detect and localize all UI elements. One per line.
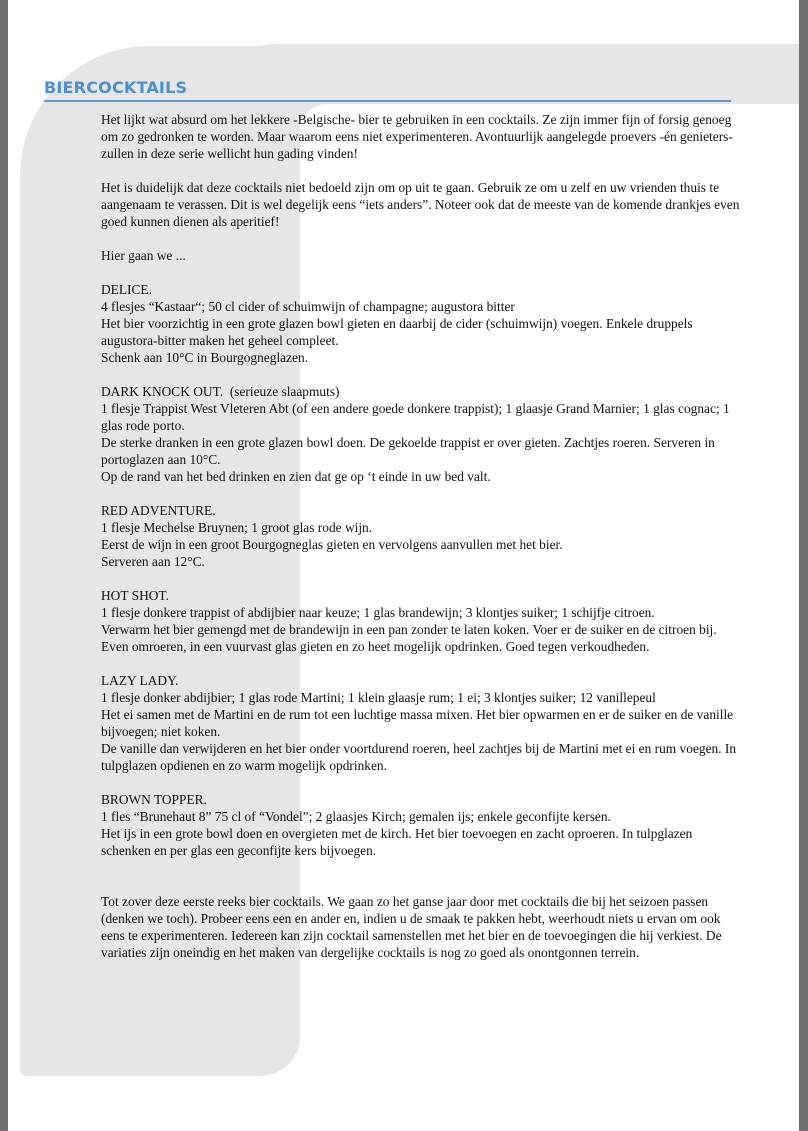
recipe-brown-topper	[101, 791, 741, 859]
recipe-line: Op de rand van het bed drinken en zien dat ge op ‘t einde in uw bed valt.	[101, 469, 491, 484]
recipe-title: HOT SHOT.	[101, 588, 169, 603]
title-underline	[44, 100, 731, 102]
recipe-line: 1 fles “Brunehaut 8” 75 cl of “Vondel”; 2 glaasjes Kirch; gemalen ijs; enkele geconfijte kersen.	[101, 809, 611, 824]
recipe-title: DARK KNOCK OUT. (serieuze slaapmuts)	[101, 384, 340, 399]
recipe-title: DELICE.	[101, 282, 152, 297]
recipe-line: 1 flesje donker abdijbier; 1 glas rode Martini; 1 klein glaasje rum; 1 ei; 3 klontjes suiker; 12 vanillepeul	[101, 690, 656, 705]
recipe-line: De sterke dranken in een grote glazen bowl doen. De gekoelde trappist er over gieten. Zachtjes roeren. Serveren in portoglazen aan 10°C.	[101, 435, 715, 467]
recipe-line: 1 flesje Mechelse Bruynen; 1 groot glas rode wijn.	[101, 520, 373, 535]
recipe-line: Verwarm het bier gemengd met de brandewijn in een pan zonder te laten koken. Voer er de suiker en de citroen bij. Even omroeren, in een vuurvast glas gieten en zo heet mogelijk opdrinken. Goed tegen verkoudheden.	[101, 622, 717, 654]
intro-paragraph: Het is duidelijk dat deze cocktails niet bedoeld zijn om op uit te gaan. Gebruik ze om u zelf en uw vrienden thuis te aangenaam te verassen. Dit is wel degelijk eens “iets anders”. Noteer ook dat de meeste van de komende drankjes even goed kunnen dienen als aperitief!	[101, 180, 740, 229]
recipe-title: LAZY LADY.	[101, 673, 179, 688]
recipe-title: RED ADVENTURE.	[101, 503, 216, 518]
recipe-line: Het ei samen met de Martini en de rum tot een luchtige massa mixen. Het bier opwarmen en er de suiker en de vanille bijvoegen; niet koken.	[101, 707, 734, 739]
recipe-line: 1 flesje donkere trappist of abdijbier naar keuze; 1 glas brandewijn; 3 klontjes suiker; 1 schijfje citroen.	[101, 605, 655, 620]
recipe-line: Schenk aan 10°C in Bourgogneglazen.	[101, 350, 309, 365]
document-page	[8, 0, 799, 1131]
recipe-delice	[101, 281, 741, 366]
recipe-line: 4 flesjes “Kastaar“; 50 cl cider of schuimwijn of champagne; augustora bitter	[101, 299, 515, 314]
recipe-hot-shot	[101, 587, 741, 655]
recipe-red-adventure	[101, 502, 741, 570]
closing-paragraph: Tot zover deze eerste reeks bier cocktails. We gaan zo het ganse jaar door met cocktails die bij het seizoen passen (denken we toch). Probeer eens een en ander en, indien u de smaak te pakken hebt, weerhoudt niets u ervan om ook eens te experimenteren. Iedereen kan zijn cocktail samenstellen met het bier en de toevoegingen die hij verkiest. De variaties zijn oneindig en het maken van dergelijke cocktails is nog zo goed als onontgonnen terrein.	[101, 894, 722, 960]
recipe-line: Serveren aan 12°C.	[101, 554, 205, 569]
intro-paragraph: Hier gaan we ...	[101, 248, 186, 263]
recipe-line: 1 flesje Trappist West Vleteren Abt (of een andere goede donkere trappist); 1 glaasje Grand Marnier; 1 glas cognac; 1 glas rode porto.	[101, 401, 730, 433]
recipe-line: Het ijs in een grote bowl doen en overgieten met de kirch. Het bier toevoegen en zacht oproeren. In tulpglazen schenken en per glas een geconfijte kers bijvoegen.	[101, 826, 693, 858]
recipe-line: De vanille dan verwijderen en het bier onder voortdurend roeren, heel zachtjes bij de Martini met ei en rum voegen. In tulpglazen opdienen en zo warm mogelijk opdrinken.	[101, 741, 737, 773]
recipe-lazy-lady	[101, 672, 741, 774]
recipe-line: Het bier voorzichtig in een grote glazen bowl gieten en daarbij de cider (schuimwijn) voegen. Enkele druppels augustora-bitter maken het geheel compleet.	[101, 316, 693, 348]
recipe-line: Eerst de wijn in een groot Bourgogneglas gieten en vervolgens aanvullen met het bier.	[101, 537, 563, 552]
page-title: BIERCOCKTAILS	[44, 78, 188, 97]
paragraph-spacer	[101, 876, 741, 893]
recipe-title: BROWN TOPPER.	[101, 792, 207, 807]
recipe-dark-knock-out	[101, 383, 741, 485]
intro-paragraph: Het lijkt wat absurd om het lekkere -Belgische- bier te gebruiken in een cocktails. Ze zijn immer fijn of forsig genoeg om zo gedronken te worden. Maar waarom eens niet experimenteren. Avontuurlijk aangelegde proevers -én genieters- zullen in deze serie wellicht hun gading vinden!	[101, 112, 733, 161]
document-body	[101, 111, 741, 978]
